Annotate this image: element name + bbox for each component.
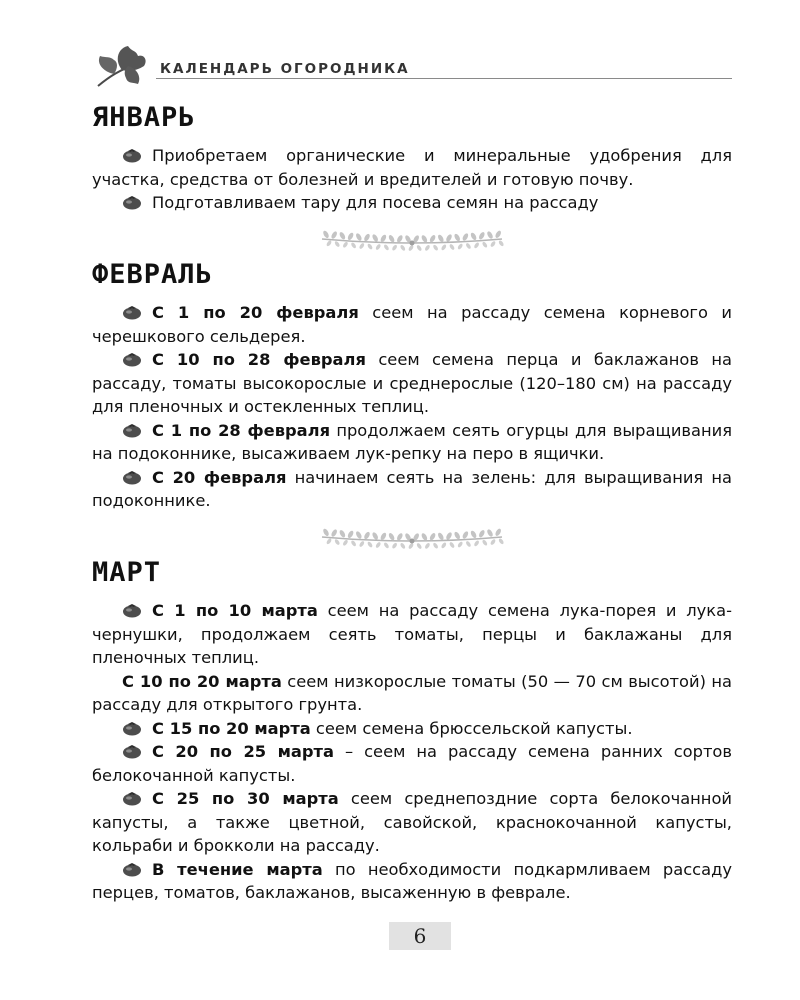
list-item (92, 301, 732, 348)
tomato-icon (122, 351, 142, 367)
page-content (92, 102, 732, 905)
item-date: С 10 по 20 марта (122, 671, 282, 691)
month-section-february (92, 259, 732, 513)
item-date: С 20 по 25 марта (152, 742, 334, 762)
item-text: по необходимости подкармливаем рассаду перцев, томатов, баклажанов, высаженную в феврале. (92, 859, 732, 903)
parsley-leaf-icon (92, 42, 154, 90)
list-item (92, 599, 732, 670)
month-section-march (92, 557, 732, 905)
running-header (92, 40, 732, 92)
tomato-icon (122, 469, 142, 485)
list-item (92, 348, 732, 419)
page-number: 6 (389, 922, 451, 950)
tomato-icon (122, 861, 142, 877)
list-item (92, 466, 732, 513)
item-date: С 1 по 10 марта (152, 601, 318, 621)
list-item (92, 740, 732, 787)
running-header-title: КАЛЕНДАРЬ ОГОРОДНИКА (160, 61, 410, 77)
tomato-icon (122, 304, 142, 320)
item-text: сеем среднепоздние сорта белокочанной капусты, а также цветной, савойской, краснокочанной капусты, кольраби и брокколи на рассаду. (92, 789, 732, 856)
list-item (92, 144, 732, 191)
item-date: С 10 по 28 февраля (152, 350, 366, 370)
header-rule (156, 78, 732, 79)
list-item (92, 191, 732, 215)
item-date: С 1 по 28 февраля (152, 420, 331, 440)
month-heading: ФЕВРАЛЬ (92, 258, 213, 290)
item-date: С 20 февраля (152, 467, 287, 487)
month-heading: МАРТ (92, 556, 162, 588)
list-item (92, 717, 732, 741)
item-text: сеем семена брюссельской капусты. (310, 718, 633, 738)
item-date: С 15 по 20 марта (152, 718, 311, 738)
item-text: продолжаем сеять огурцы для выращивания на подоконнике, высаживаем лук-репку на перо в ящички. (92, 420, 732, 464)
item-text: Приобретаем органические и минеральные удобрения для участка, средства от болезней и вредителей и готовую почву. (92, 146, 732, 189)
floral-divider-icon (312, 521, 512, 551)
tomato-icon (122, 790, 142, 806)
item-text: сеем семена перца и баклажанов на рассаду, томаты высокорослые и среднерослые (120–180 см) на рассаду для пленочных и остекленных теплиц. (92, 350, 732, 417)
list-item (92, 419, 732, 466)
tomato-icon (122, 720, 142, 736)
list-item (92, 670, 732, 717)
list-item (92, 787, 732, 858)
tomato-icon (122, 147, 142, 163)
tomato-icon (122, 194, 142, 210)
item-text: сеем на рассаду семена лука-порея и лука-чернушки, продолжаем сеять томаты, перцы и баклажаны для пленочных теплиц. (92, 601, 732, 668)
month-heading: ЯНВАРЬ (92, 102, 196, 133)
item-date: С 1 по 20 февраля (152, 303, 359, 323)
item-text: сеем на рассаду семена корневого и черешкового сельдерея. (92, 303, 733, 346)
list-item (92, 858, 732, 905)
month-section-january (92, 102, 732, 215)
item-date: В течение марта (152, 859, 323, 879)
tomato-icon (122, 602, 142, 618)
floral-divider-icon (312, 223, 512, 253)
tomato-icon (122, 743, 142, 759)
tomato-icon (122, 422, 142, 438)
item-text: сеем низкорослые томаты (50 — 70 см высотой) на рассаду для открытого грунта. (92, 671, 732, 715)
item-text: Подготавливаем тару для посева семян на рассаду (152, 193, 599, 213)
item-date: С 25 по 30 марта (152, 789, 339, 809)
item-text: начинаем сеять на зелень: для выращивания на подоконнике. (92, 467, 733, 511)
item-text: – сеем на рассаду семена ранних сортов белокочанной капусты. (92, 742, 732, 785)
